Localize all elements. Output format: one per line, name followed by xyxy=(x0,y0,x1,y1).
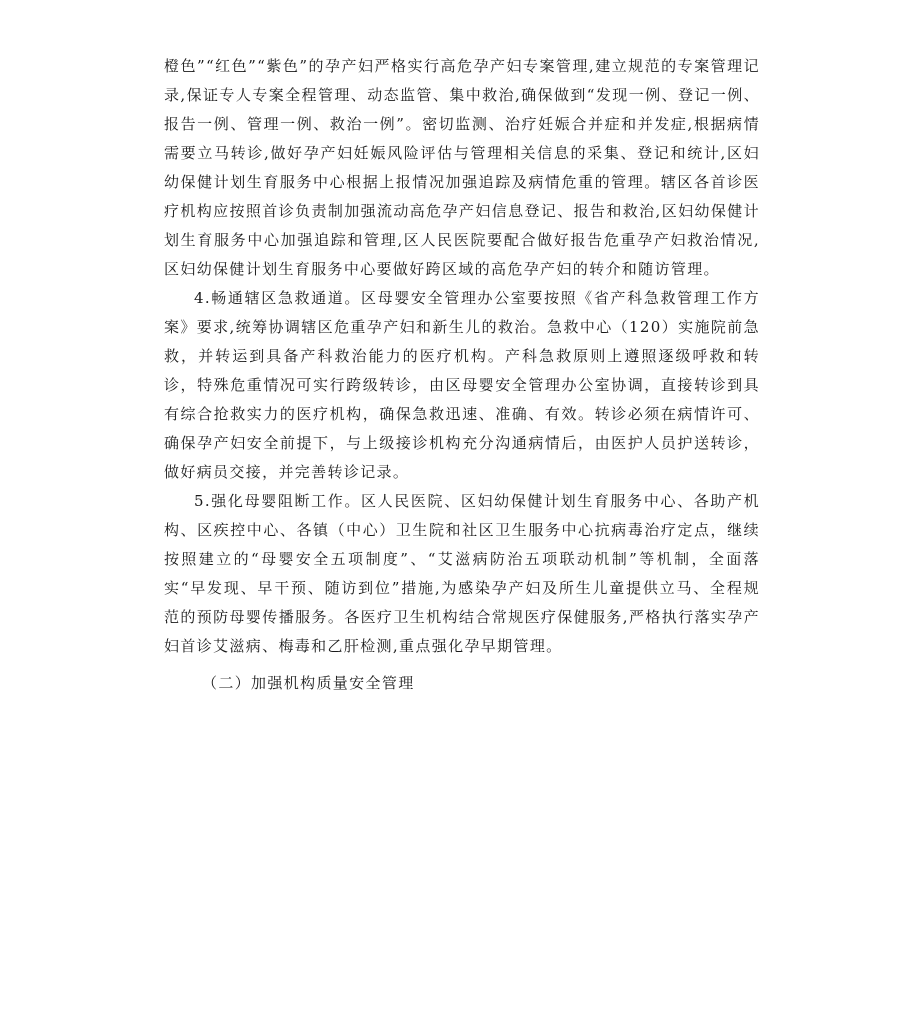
section-heading: （二）加强机构质量安全管理 xyxy=(202,674,415,692)
paragraph-high-risk-management: 橙色”“红色”“紫色”的孕产妇严格实行高危孕产妇专案管理,建立规范的专案管理记录,保证专人专案全程管理、动态监管、集中救治,确保做到“发现一例、登记一例、报告一例、管理一例、救治一例”。密切监测、治疗妊娠合并症和并发症,根据病情需要立马转诊,做好孕产妇妊娠风险评估与管理相关信息的采集、登记和统计,区妇幼保健计划生育服务中心根据上报情况加强追踪及病情危重的管理。辖区各首诊医疗机构应按照首诊负责制加强流动高危孕产妇信息登记、报告和救治,区妇幼保健计划生育服务中心加强追踪和管理,区人民医院要配合做好报告危重孕产妇救治情况,区妇幼保健计划生育服务中心要做好跨区域的高危孕产妇的转介和随访管理。 xyxy=(164,57,760,278)
paragraph-mother-infant-blocking: 5.强化母婴阻断工作。区人民医院、区妇幼保健计划生育服务中心、各助产机构、区疾控中心、各镇（中心）卫生院和社区卫生服务中心抗病毒治疗定点，继续按照建立的“母婴安全五项制度”、“艾滋病防治五项联动机制”等机制，全面落实“早发现、早干预、随访到位”措施,为感染孕产妇及所生儿童提供立马、全程规范的预防母婴传播服务。各医疗卫生机构结合常规医疗保健服务,严格执行落实孕产妇首诊艾滋病、梅毒和乙肝检测,重点强化孕早期管理。 xyxy=(164,492,760,655)
document-body xyxy=(164,52,760,698)
paragraph-emergency-channel: 4.畅通辖区急救通道。区母婴安全管理办公室要按照《省产科急救管理工作方案》要求,统筹协调辖区危重孕产妇和新生儿的救治。急救中心（120）实施院前急救，并转运到具备产科救治能力的医疗机构。产科急救原则上遵照逐级呼救和转诊，特殊危重情况可实行跨级转诊，由区母婴安全管理办公室协调，直接转诊到具有综合抢救实力的医疗机构，确保急救迅速、准确、有效。转诊必须在病情许可、确保孕产妇安全前提下，与上级接诊机构充分沟通病情后，由医护人员护送转诊，做好病员交接，并完善转诊记录。 xyxy=(164,289,760,481)
